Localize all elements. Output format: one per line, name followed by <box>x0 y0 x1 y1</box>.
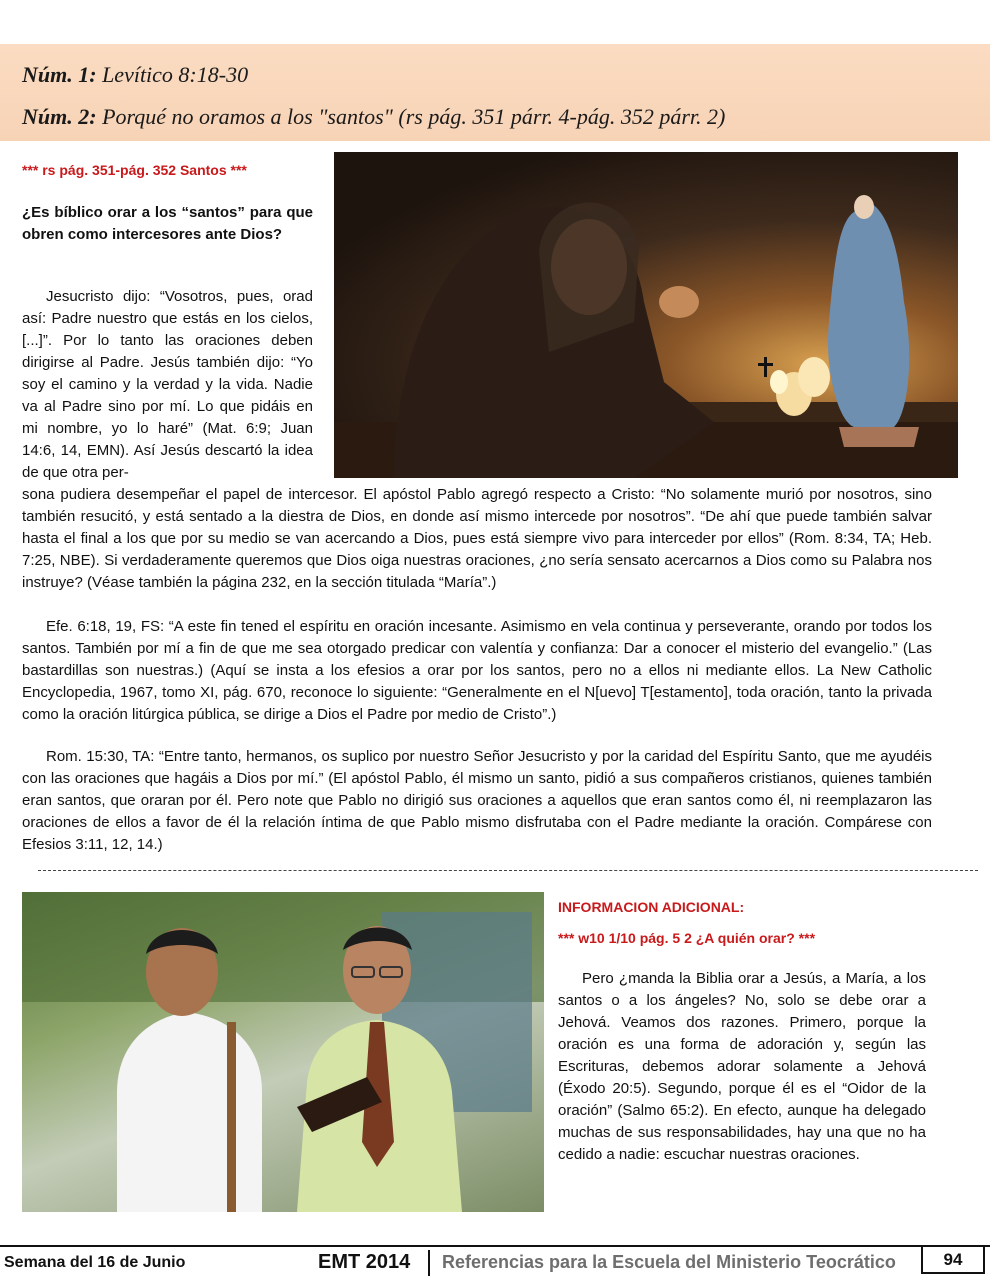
reference-title: *** rs pág. 351-pág. 352 Santos *** <box>22 162 247 178</box>
footer-rule <box>0 1245 990 1247</box>
footer-separator <box>428 1250 430 1276</box>
paragraph-1-start: Jesucristo dijo: “Vosotros, pues, orad así: Padre nuestro que estás en los cielos, [...]”. Por lo tanto las oraciones deben dirigirse al Padre. Jesús también dijo: “Yo soy el camino y la verdad y la vida. Nadie va al Padre sino por mí. Lo que pidáis en mi nombre, yo lo haré” (Mat. 6:9; Juan 14:6, 14, EMN). Así Jesús descartó la idea de que otra per- <box>22 288 313 481</box>
assignment-2-label: Núm. 2: <box>22 104 97 129</box>
assignment-1 <box>22 62 248 88</box>
paragraph-1-continuation: sona pudiera desempeñar el papel de intercesor. El apóstol Pablo agregó respecto a Cristo: “No solamente murió por nosotros, sino también resucitó, y está sentado a la diestra de Dios, en donde así mismo intercede por nosotros”. “De ahí que puede también salvar hasta el final a los que por su medio se van acercando a Dios, pues está siempre vivo para interceder por ellos” (Rom. 8:34, TA; Heb. 7:25, NBE). Si verdaderamente queremos que Dios oiga nuestras oraciones, ¿no sería sensato acercarnos a Dios como su Palabra nos instruye? (Véase también la página 232, en la sección titulada “María”.) <box>22 486 932 591</box>
question-heading: ¿Es bíblico orar a los “santos” para que obren como intercesores ante Dios? <box>22 204 313 243</box>
page-number: 94 <box>921 1246 985 1274</box>
additional-info-title: INFORMACION ADICIONAL: <box>558 899 745 915</box>
footer-week: Semana del 16 de Junio <box>4 1254 186 1271</box>
bible-study-photo <box>22 892 544 1212</box>
footer-subtitle: Referencias para la Escuela del Ministerio Teocrático <box>442 1252 896 1272</box>
additional-paragraph: Pero ¿manda la Biblia orar a Jesús, a María, a los santos o a los ángeles? No, solo se debe orar a Jehová. Veamos dos razones. Primero, porque la oración es una forma de adoración y, según las Escrituras, debemos adorar solamente a Jehová (Éxodo 20:5). Segundo, porque él es el “Oidor de la oración” (Salmo 65:2). En efecto, aunque ha delegado muchas de sus responsabilidades, hay una que no ha cedido a nadie: escuchar nuestras oraciones. <box>558 970 926 1163</box>
assignment-1-label: Núm. 1: <box>22 62 97 87</box>
paragraph-2: Efe. 6:18, 19, FS: “A este fin tened el espíritu en oración incesante. Asimismo en vela continua y perseverante, orando por todos los santos. También por mí a fin de que me sea otorgado predicar con valentía y confianza: Dar a conocer el misterio del evangelio.” (Las bastardillas son nuestras.) (Aquí se insta a los efesios a orar por los santos, pero no a ellos ni mediante ellos. La New Catholic Encyclopedia, 1967, tomo XI, pág. 670, reconoce lo siguiente: “Generalmente en el N[uevo] T[estamento], toda oración, tanto la privada como la oración litúrgica pública, se dirige a Dios el Padre por medio de Cristo”.) <box>22 618 932 723</box>
two-men-illustration <box>22 892 544 1212</box>
footer-emt: EMT 2014 <box>318 1251 411 1273</box>
assignment-2 <box>22 104 725 130</box>
woman-praying-illustration <box>334 152 958 478</box>
woman-praying-photo <box>334 152 958 478</box>
additional-reference-title: *** w10 1/10 pág. 5 2 ¿A quién orar? *** <box>558 930 816 946</box>
assignment-1-text: Levítico 8:18-30 <box>96 62 249 87</box>
assignment-2-text: Porqué no oramos a los "santos" (rs pág. 351 párr. 4-pág. 352 párr. 2) <box>96 104 726 129</box>
section-divider <box>38 870 978 871</box>
paragraph-3: Rom. 15:30, TA: “Entre tanto, hermanos, os suplico por nuestro Señor Jesucristo y por la caridad del Espíritu Santo, que me ayudéis con las oraciones que hagáis a Dios por mí.” (El apóstol Pablo, él mismo un santo, pidió a sus compañeros cristianos, quienes también eran santos, que oraran por él. Pero note que Pablo no dirigió sus oraciones a aquellos que eran santos como él, ni reemplazaron las oraciones de ellos a favor de él la relación íntima de que Pablo mismo disfrutaba con el Padre mediante la oración. Compárese con Efesios 3:11, 12, 14.) <box>22 748 932 853</box>
